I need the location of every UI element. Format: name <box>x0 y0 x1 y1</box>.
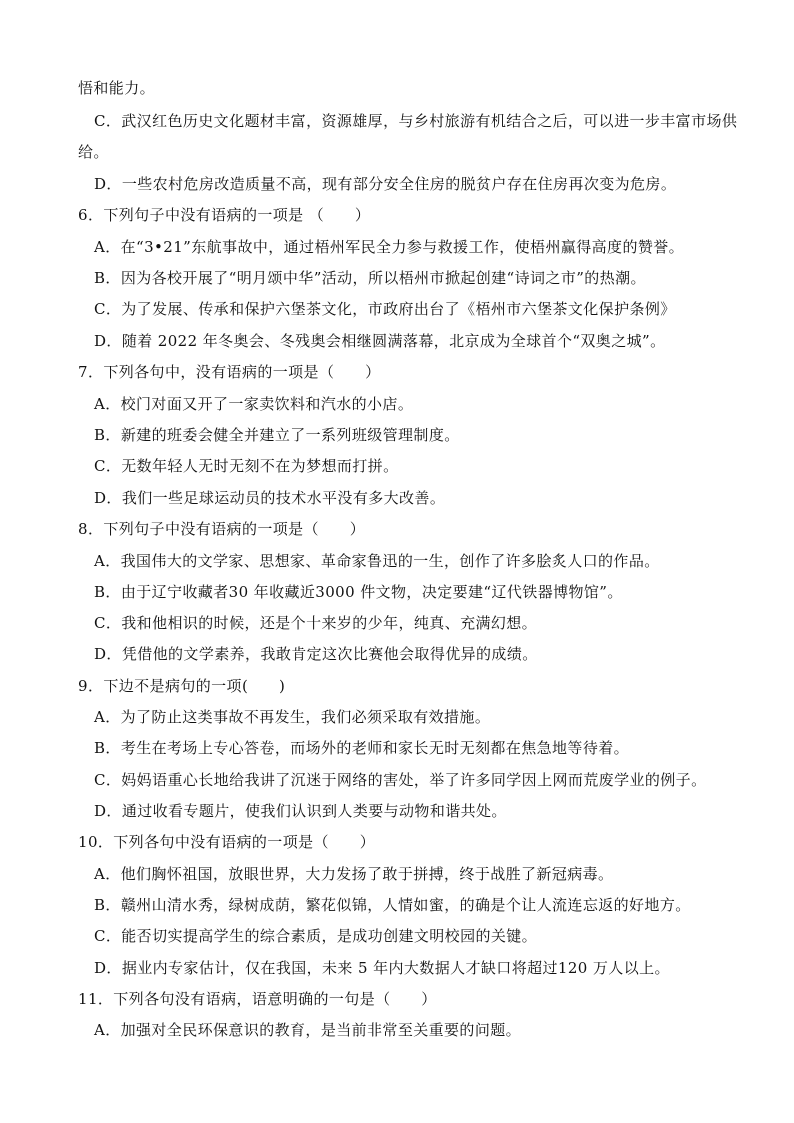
question-10-option-c: C．能否切实提高学生的综合素质，是成功创建文明校园的关键。 <box>94 927 538 945</box>
question-7-option-d: D．我们一些足球运动员的技术水平没有多大改善。 <box>94 489 446 507</box>
question-9-option-c: C．妈妈语重心长地给我讲了沉迷于网络的害处，举了许多同学因上网而荒废学业的例子。 <box>94 771 707 789</box>
question-11-stem: 11．下列各句没有语病，语意明确的一句是（ ） <box>78 990 437 1008</box>
question-6-stem: 6．下列句子中没有语病的一项是 （ ） <box>78 206 371 224</box>
question-9-option-b: B．考生在考场上专心答卷，而场外的老师和家长无时无刻都在焦急地等待着。 <box>94 739 630 757</box>
question-7-option-b: B．新建的班委会健全并建立了一系列班级管理制度。 <box>94 426 460 444</box>
question-6-option-c: C．为了发展、传承和保护六堡茶文化，市政府出台了《梧州市六堡茶文化保护条例》 <box>94 300 676 318</box>
question-6-option-b: B．因为各校开展了“明月颂中华”活动，所以梧州市掀起创建“诗词之市”的热潮。 <box>94 269 646 287</box>
question-11-option-a: A．加强对全民环保意识的教育，是当前非常至关重要的问题。 <box>94 1021 522 1039</box>
option-c-line-1: C．武汉红色历史文化题材丰富，资源雄厚，与乡村旅游有机结合之后，可以进一步丰富市场供 <box>94 112 738 130</box>
question-8-option-b: B．由于辽宁收藏者30 年收藏近3000 件文物，决定要建“辽代铁器博物馆”。 <box>94 583 623 601</box>
question-9-stem: 9．下边不是病句的一项( ) <box>78 677 286 695</box>
option-c-line-2: 给。 <box>78 143 109 161</box>
question-8-stem: 8．下列句子中没有语病的一项是（ ） <box>78 520 366 538</box>
question-7-option-a: A．校门对面又开了一家卖饮料和汽水的小店。 <box>94 395 414 413</box>
question-9-option-d: D．通过收看专题片，使我们认识到人类要与动物和谐共处。 <box>94 802 507 820</box>
question-9-option-a: A．为了防止这类事故不再发生，我们必须采取有效措施。 <box>94 708 491 726</box>
question-8-option-d: D．凭借他的文学素养，我敢肯定这次比赛他会取得优异的成绩。 <box>94 645 538 663</box>
question-7-option-c: C．无数年轻人无时无刻不在为梦想而打拼。 <box>94 457 399 475</box>
question-10-option-a: A．他们胸怀祖国，放眼世界，大力发扬了敢于拼搏，终于战胜了新冠病毒。 <box>94 865 614 883</box>
question-8-option-c: C．我和他相识的时候，还是个十来岁的少年，纯真、充满幻想。 <box>94 614 538 632</box>
question-6-option-d: D．随着 2022 年冬奥会、冬残奥会相继圆满落幕，北京成为全球首个“双奥之城”。 <box>94 332 666 350</box>
continuation-line-1: 悟和能力。 <box>78 79 156 97</box>
question-7-stem: 7．下列各句中，没有语病的一项是（ ） <box>78 363 381 381</box>
question-8-option-a: A．我国伟大的文学家、思想家、革命家鲁迅的一生，创作了许多脍炙人口的作品。 <box>94 552 660 570</box>
question-10-option-d: D．据业内专家估计，仅在我国，未来 5 年内大数据人才缺口将超过120 万人以上。 <box>94 959 670 977</box>
question-10-option-b: B．赣州山清水秀，绿树成荫，繁花似锦，人情如蜜，的确是个让人流连忘返的好地方。 <box>94 896 691 914</box>
question-6-option-a: A．在“3•21”东航事故中，通过梧州军民全力参与救援工作，使梧州赢得高度的赞誉。 <box>94 238 685 256</box>
option-d: D．一些农村危房改造质量不高，现有部分安全住房的脱贫户存在住房再次变为危房。 <box>94 175 677 193</box>
question-10-stem: 10．下列各句中没有语病的一项是（ ） <box>78 833 376 851</box>
